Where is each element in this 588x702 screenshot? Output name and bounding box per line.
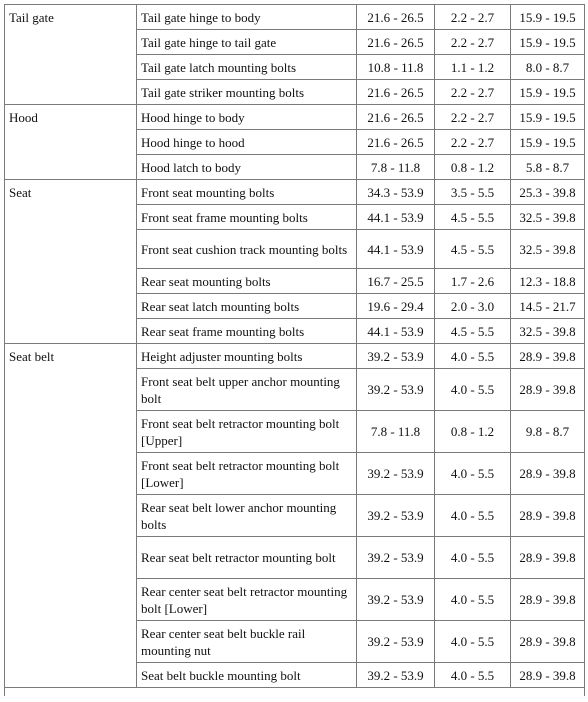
torque-lbft: 32.5 - 39.8 [511, 319, 585, 344]
item-name: Hood hinge to hood [137, 130, 357, 155]
torque-spec-table-body [5, 5, 585, 697]
item-name: Rear seat latch mounting bolts [137, 294, 357, 319]
item-name: Rear seat mounting bolts [137, 269, 357, 294]
torque-lbft: 28.9 - 39.8 [511, 663, 585, 688]
item-name: Rear seat belt lower anchor mounting bolts [137, 495, 357, 537]
table-row [5, 105, 585, 130]
table-row [5, 344, 585, 369]
torque-kgfm: 4.5 - 5.5 [435, 319, 511, 344]
torque-kgfm: 3.5 - 5.5 [435, 180, 511, 205]
table-row [5, 180, 585, 205]
torque-lbft: 9.8 - 8.7 [511, 411, 585, 453]
item-name: Hood latch to body [137, 155, 357, 180]
group-label: Seat belt [5, 344, 137, 688]
item-name: Front seat mounting bolts [137, 180, 357, 205]
torque-nm: 39.2 - 53.9 [357, 537, 435, 579]
torque-nm: 21.6 - 26.5 [357, 30, 435, 55]
torque-lbft: 28.9 - 39.8 [511, 537, 585, 579]
torque-lbft: 28.9 - 39.8 [511, 453, 585, 495]
torque-nm: 39.2 - 53.9 [357, 369, 435, 411]
torque-lbft: 5.8 - 8.7 [511, 155, 585, 180]
item-name: Front seat belt retractor mounting bolt [Lower] [137, 453, 357, 495]
group-label: Tail gate [5, 5, 137, 105]
torque-lbft: 28.9 - 39.8 [511, 344, 585, 369]
torque-kgfm: 4.0 - 5.5 [435, 369, 511, 411]
torque-kgfm: 4.0 - 5.5 [435, 663, 511, 688]
torque-nm: 44.1 - 53.9 [357, 230, 435, 269]
torque-lbft: 14.5 - 21.7 [511, 294, 585, 319]
torque-nm: 16.7 - 25.5 [357, 269, 435, 294]
torque-spec-table [4, 4, 585, 696]
item-name: Hood hinge to body [137, 105, 357, 130]
item-name: Front seat frame mounting bolts [137, 205, 357, 230]
torque-lbft: 28.9 - 39.8 [511, 369, 585, 411]
item-name: Front seat belt retractor mounting bolt [Upper] [137, 411, 357, 453]
torque-nm: 34.3 - 53.9 [357, 180, 435, 205]
torque-kgfm: 2.2 - 2.7 [435, 80, 511, 105]
torque-lbft: 32.5 - 39.8 [511, 230, 585, 269]
torque-kgfm: 2.2 - 2.7 [435, 30, 511, 55]
torque-nm: 39.2 - 53.9 [357, 663, 435, 688]
torque-kgfm: 4.5 - 5.5 [435, 230, 511, 269]
torque-lbft: 15.9 - 19.5 [511, 105, 585, 130]
torque-nm: 39.2 - 53.9 [357, 495, 435, 537]
torque-kgfm: 4.0 - 5.5 [435, 453, 511, 495]
torque-kgfm: 4.0 - 5.5 [435, 537, 511, 579]
torque-kgfm: 0.8 - 1.2 [435, 411, 511, 453]
torque-kgfm: 4.0 - 5.5 [435, 621, 511, 663]
torque-nm: 44.1 - 53.9 [357, 205, 435, 230]
torque-lbft: 28.9 - 39.8 [511, 621, 585, 663]
torque-nm: 10.8 - 11.8 [357, 55, 435, 80]
torque-nm: 44.1 - 53.9 [357, 319, 435, 344]
item-name: Tail gate hinge to tail gate [137, 30, 357, 55]
torque-nm: 21.6 - 26.5 [357, 130, 435, 155]
torque-kgfm: 1.7 - 2.6 [435, 269, 511, 294]
torque-kgfm: 2.0 - 3.0 [435, 294, 511, 319]
torque-kgfm: 4.0 - 5.5 [435, 344, 511, 369]
item-name: Rear seat belt retractor mounting bolt [137, 537, 357, 579]
torque-kgfm: 2.2 - 2.7 [435, 130, 511, 155]
torque-nm: 7.8 - 11.8 [357, 411, 435, 453]
torque-nm: 39.2 - 53.9 [357, 453, 435, 495]
item-name: Front seat belt upper anchor mounting bolt [137, 369, 357, 411]
torque-lbft: 8.0 - 8.7 [511, 55, 585, 80]
item-name: Seat belt buckle mounting bolt [137, 663, 357, 688]
torque-nm: 19.6 - 29.4 [357, 294, 435, 319]
torque-kgfm: 1.1 - 1.2 [435, 55, 511, 80]
torque-lbft: 28.9 - 39.8 [511, 495, 585, 537]
torque-kgfm: 2.2 - 2.7 [435, 105, 511, 130]
item-name: Tail gate hinge to body [137, 5, 357, 30]
torque-kgfm: 4.0 - 5.5 [435, 495, 511, 537]
torque-lbft: 32.5 - 39.8 [511, 205, 585, 230]
item-name: Front seat cushion track mounting bolts [137, 230, 357, 269]
item-name: Height adjuster mounting bolts [137, 344, 357, 369]
torque-nm: 39.2 - 53.9 [357, 344, 435, 369]
torque-nm: 21.6 - 26.5 [357, 80, 435, 105]
item-name: Rear seat frame mounting bolts [137, 319, 357, 344]
torque-nm: 39.2 - 53.9 [357, 579, 435, 621]
group-label: Hood [5, 105, 137, 180]
torque-nm: 39.2 - 53.9 [357, 621, 435, 663]
item-name: Rear center seat belt buckle rail mounting nut [137, 621, 357, 663]
torque-lbft: 28.9 - 39.8 [511, 579, 585, 621]
torque-lbft: 25.3 - 39.8 [511, 180, 585, 205]
item-name: Tail gate latch mounting bolts [137, 55, 357, 80]
empty-cell [5, 688, 585, 697]
torque-kgfm: 0.8 - 1.2 [435, 155, 511, 180]
group-label: Seat [5, 180, 137, 344]
item-name: Rear center seat belt retractor mounting bolt [Lower] [137, 579, 357, 621]
table-row-continuation [5, 688, 585, 697]
torque-kgfm: 4.5 - 5.5 [435, 205, 511, 230]
torque-lbft: 15.9 - 19.5 [511, 80, 585, 105]
torque-lbft: 12.3 - 18.8 [511, 269, 585, 294]
torque-lbft: 15.9 - 19.5 [511, 130, 585, 155]
torque-kgfm: 4.0 - 5.5 [435, 579, 511, 621]
torque-lbft: 15.9 - 19.5 [511, 30, 585, 55]
table-row [5, 5, 585, 30]
torque-lbft: 15.9 - 19.5 [511, 5, 585, 30]
item-name: Tail gate striker mounting bolts [137, 80, 357, 105]
torque-nm: 21.6 - 26.5 [357, 105, 435, 130]
torque-nm: 7.8 - 11.8 [357, 155, 435, 180]
torque-kgfm: 2.2 - 2.7 [435, 5, 511, 30]
torque-nm: 21.6 - 26.5 [357, 5, 435, 30]
